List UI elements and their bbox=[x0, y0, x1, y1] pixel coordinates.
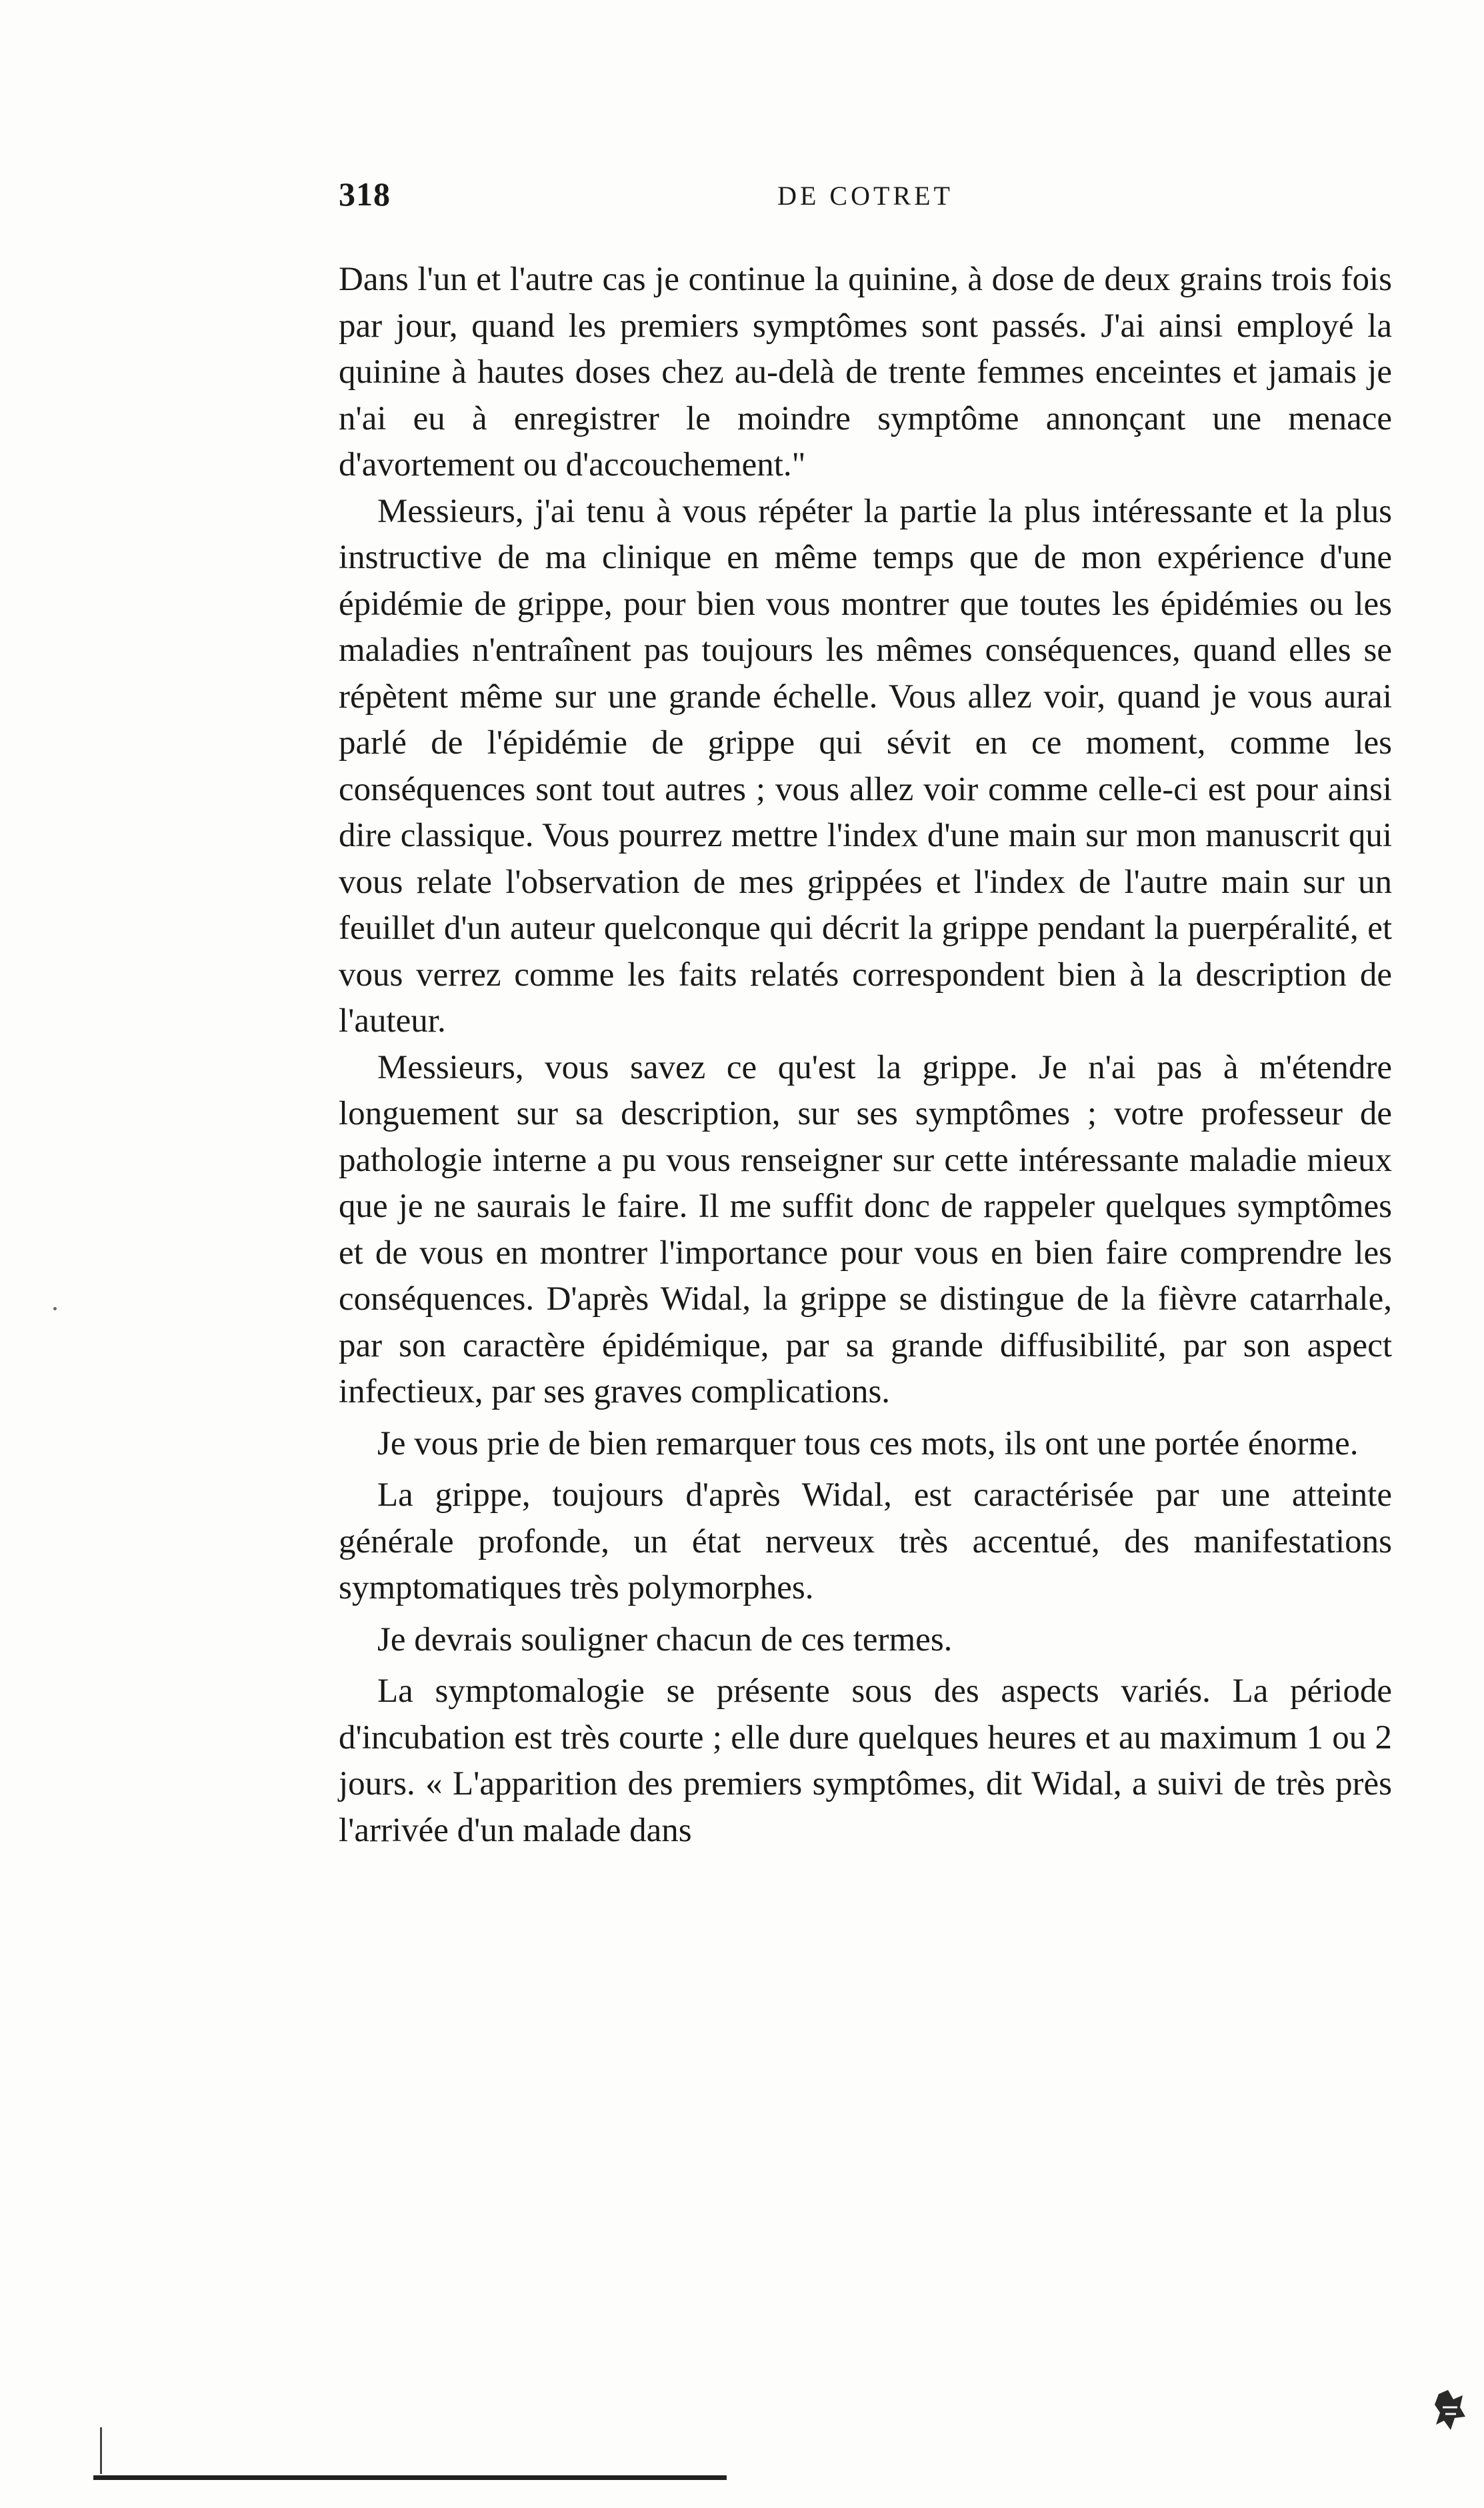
paragraph-3: Messieurs, vous savez ce qu'est la grippe. Je n'ai pas à m'étendre longuement sur sa description, sur ses symptômes ; votre professeur de pathologie interne a pu vous renseigner sur cette intéressante maladie mieux que je ne saurais le faire. Il me suffit donc de rappeler quelques symptômes et de vous en montrer l'importance pour vous en bien faire comprendre les conséquences. D'après Widal, la grippe se distingue de la fièvre catarrhale, par son caractère épidémique, par sa grande diffusibilité, par son aspect infectieux, par ses graves complications. bbox=[339, 1048, 1392, 1410]
page-number: 318 bbox=[339, 175, 391, 213]
scan-edge-mark bbox=[100, 2427, 102, 2474]
scan-corner-mark-icon bbox=[1433, 2387, 1467, 2434]
body-text bbox=[339, 257, 1392, 1854]
running-title: DE COTRET bbox=[777, 181, 953, 211]
paragraph-2: Messieurs, j'ai tenu à vous répéter la partie la plus intéressante et la plus instructive de ma clinique en même temps que de mon expérience d'une épidémie de grippe, pour bien vous montrer que toutes les épidémies ou les maladies n'entraînent pas toujours les mêmes conséquences, quand elles se répètent même sur une grande échelle. Vous allez voir, quand je vous aurai parlé de l'épidémie de grippe qui sévit en ce moment, comme les conséquences sont tout autres ; vous allez voir comme celle-ci est pour ainsi dire classique. Vous pourrez mettre l'index d'une main sur mon manuscrit qui vous relate l'observation de mes grippées et l'index de l'autre main sur un feuillet d'un auteur quelconque qui décrit la grippe pendant la puerpéralité, et vous verrez comme les faits relatés correspondent bien à la description de l'auteur. bbox=[339, 492, 1392, 1040]
margin-speck bbox=[53, 1307, 57, 1310]
paragraph-1: Dans l'un et l'autre cas je continue la quinine, à dose de deux grains trois fois par jour, quand les premiers symptômes sont passés. J'ai ainsi employé la quinine à hautes doses chez au-delà de trente femmes enceintes et jamais je n'ai eu à enregistrer le moindre symptôme annonçant une menace d'avortement ou d'accouchement." bbox=[339, 261, 1392, 483]
paragraph-5: La grippe, toujours d'après Widal, est caractérisée par une atteinte générale profonde, un état nerveux très accentué, des manifestations symptomatiques très polymorphes. bbox=[339, 1476, 1392, 1606]
scan-bottom-rule bbox=[93, 2475, 727, 2480]
running-head bbox=[339, 175, 1392, 221]
paragraph-7: La symptomalogie se présente sous des aspects variés. La période d'incubation est très courte ; elle dure quelques heures et au maximum 1 ou 2 jours. « L'apparition des premiers symptômes, dit Widal, a suivi de très près l'arrivée d'un malade dans bbox=[339, 1672, 1392, 1849]
paragraph-4: Je vous prie de bien remarquer tous ces mots, ils ont une portée énorme. bbox=[377, 1424, 1359, 1462]
paragraph-6: Je devrais souligner chacun de ces termes. bbox=[377, 1620, 953, 1658]
